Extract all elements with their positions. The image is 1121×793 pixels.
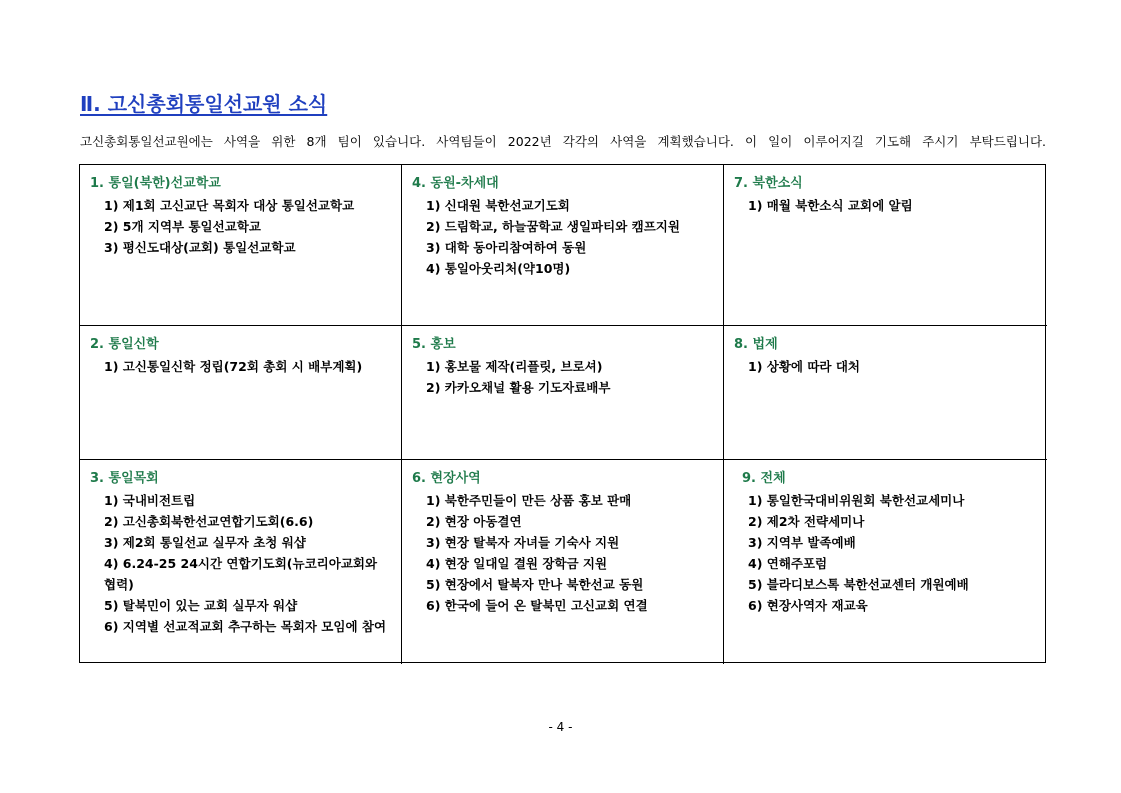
section-title: 8. 법제: [734, 337, 778, 352]
section-title: 6. 현장사역: [412, 471, 481, 486]
list-item: 3) 평신도대상(교회) 통일선교학교: [104, 240, 296, 255]
section-cell-1: [80, 165, 402, 326]
list-item: 1) 통일한국대비위원회 북한선교세미나: [748, 493, 965, 508]
list-item: 2) 제2차 전략세미나: [748, 514, 865, 529]
list-item: 2) 현장 아동결연: [426, 514, 522, 529]
intro-paragraph: 고신총회통일선교원에는 사역을 위한 8개 팀이 있습니다. 사역팀들이 2022년 각각의 사역을 계획했습니다. 이 일이 이루어지길 기도해 주시기 부탁드립니다.: [80, 134, 1046, 149]
section-title: 9. 전체: [742, 471, 786, 486]
section-cell-9: [724, 460, 1047, 664]
section-title: 4. 동원-차세대: [412, 176, 499, 191]
section-cell-2: [80, 326, 402, 460]
list-item: 1) 매월 북한소식 교회에 알림: [748, 198, 913, 213]
section-cell-4: [402, 165, 724, 326]
list-item: 3) 현장 탈북자 자녀들 기숙사 지원: [426, 535, 620, 550]
section-cell-6: [402, 460, 724, 664]
list-item: 2) 5개 지역부 통일선교학교: [104, 219, 261, 234]
list-item: 1) 국내비전트립: [104, 493, 196, 508]
list-item: 5) 블라디보스톡 북한선교센터 개원예배: [748, 577, 969, 592]
section-title: 1. 통일(북한)선교학교: [90, 176, 221, 191]
section-cell-8: [724, 326, 1047, 460]
list-item: 3) 대학 동아리참여하여 동원: [426, 240, 587, 255]
list-item: 2) 고신총회북한선교연합기도회(6.6): [104, 514, 314, 529]
list-item: 5) 탈북민이 있는 교회 실무자 워샵: [104, 598, 298, 613]
list-item: 2) 드림학교, 하늘꿈학교 생일파티와 캠프지원: [426, 219, 680, 234]
list-item: 1) 신대원 북한선교기도회: [426, 198, 570, 213]
section-cell-3: [80, 460, 402, 664]
list-item: 5) 현장에서 탈북자 만나 북한선교 동원: [426, 577, 644, 592]
list-item: 2) 카카오채널 활용 기도자료배부: [426, 380, 611, 395]
ministry-table: [79, 164, 1046, 663]
section-title: 5. 홍보: [412, 337, 456, 352]
section-title: 2. 통일신학: [90, 337, 159, 352]
page-number: - 4 -: [548, 720, 573, 734]
list-item: 6) 한국에 들어 온 탈북민 고신교회 연결: [426, 598, 648, 613]
list-item: 1) 북한주민들이 만든 상품 홍보 판매: [426, 493, 632, 508]
section-title: 7. 북한소식: [734, 176, 803, 191]
list-item: 4) 연해주포럼: [748, 556, 828, 571]
page-title: Ⅱ. 고신총회통일선교원 소식: [80, 92, 328, 116]
list-item: 4) 6.24-25 24시간 연합기도회(뉴코리아교회와 협력): [104, 556, 378, 592]
list-item: 1) 상황에 따라 대처: [748, 359, 860, 374]
section-cell-7: [724, 165, 1047, 326]
list-item: 1) 제1회 고신교단 목회자 대상 통일선교학교: [104, 198, 355, 213]
list-item: 3) 지역부 발족예배: [748, 535, 856, 550]
list-item: 1) 고신통일신학 정립(72회 총회 시 배부계획): [104, 359, 363, 374]
list-item: 1) 홍보물 제작(리플릿, 브로셔): [426, 359, 603, 374]
list-item: 6) 현장사역자 재교육: [748, 598, 868, 613]
section-title: 3. 통일목회: [90, 471, 159, 486]
list-item: 4) 통일아웃리처(약10명): [426, 261, 571, 276]
list-item: 6) 지역별 선교적교회 추구하는 목회자 모임에 참여: [104, 619, 387, 634]
list-item: 3) 제2회 통일선교 실무자 초청 워샵: [104, 535, 306, 550]
section-cell-5: [402, 326, 724, 460]
list-item: 4) 현장 일대일 결원 장학금 지원: [426, 556, 608, 571]
